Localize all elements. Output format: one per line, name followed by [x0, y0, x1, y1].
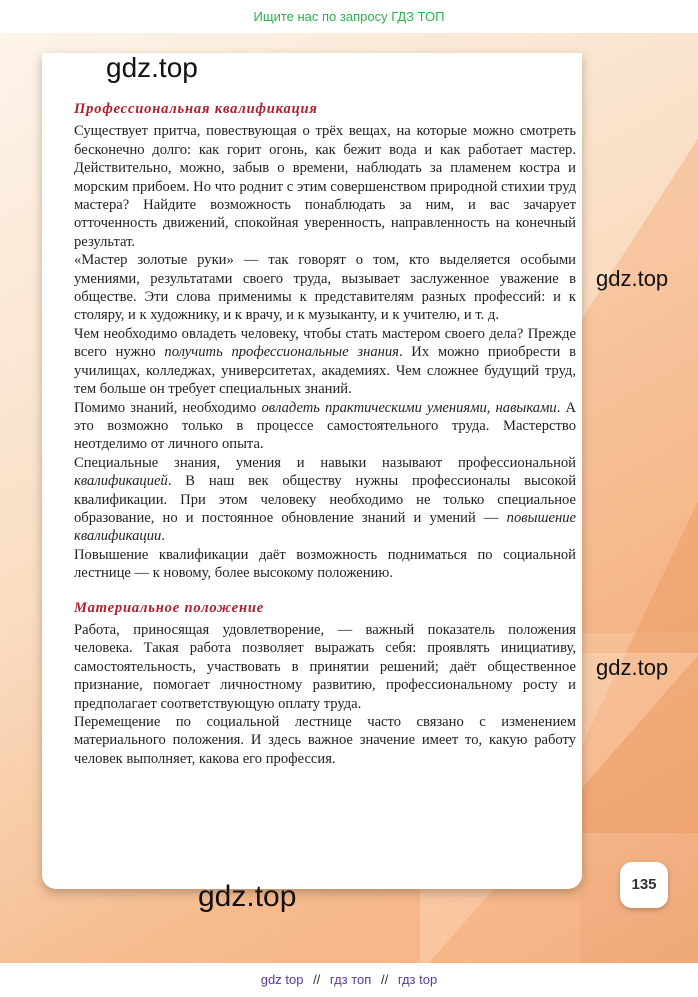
- section-heading: Профессиональная квалификация: [74, 101, 318, 117]
- section-heading: Материальное положение: [74, 599, 265, 616]
- separator: //: [380, 972, 389, 987]
- separator: //: [313, 972, 321, 987]
- key-term: квалификацией: [74, 473, 168, 490]
- bottom-link[interactable]: гдз топ: [329, 972, 372, 987]
- watermark: gdz.top: [596, 266, 669, 291]
- page-number: 135: [620, 862, 668, 908]
- bottom-banner: [0, 963, 698, 997]
- bottom-link[interactable]: гдз top: [397, 972, 438, 987]
- textbook-content: [74, 100, 576, 768]
- paragraph: «Мастер золотые руки» — так говорят о том, кто выделяется особыми умениями, результатами своего труда, вызывает заслуженное уважение в обществе. Эти слова применимы к представителям разных профессий: и к столяру, и к художнику, и к врачу, и к музыканту, и к учителю, и т. д.: [74, 252, 576, 324]
- key-term: овладеть практическими умениями, навыками: [261, 399, 557, 416]
- watermark: gdz.top: [198, 880, 297, 913]
- bottom-link[interactable]: gdz top: [260, 972, 304, 987]
- paragraph: Чем необходимо овладеть человеку, чтобы стать мастером своего дела? Прежде всего нужно получить профессиональные знания. Их можно приобрести в училищах, колледжах, университетах, академиях. Чем сложнее будущий труд, тем больше он требует специальных знаний.: [74, 325, 576, 398]
- key-term: получить профессиональные знания: [164, 344, 399, 361]
- paragraph: Специальные знания, умения и навыки называют профессиональной квалификацией. В наш век обществу нужны профессионалы высокой квалификации. При этом человеку необходимо не только специальное образование, но и постоянное обновление знаний и умений — повышение квалификации.: [74, 454, 576, 545]
- key-term: повышение квалификации: [74, 509, 576, 545]
- paragraph: Существует притча, повествующая о трёх вещах, на которые можно смотреть бесконечно долго: как горит огонь, как бежит вода и как работает мастер. Действительно, можно, забыв о времени, наблюдать за пламенем костра и морским прибоем. Но что роднит с этим совершенством природной стихии труд мастера? Найдите возможность понаблюдать за ним, и вас зачарует отточенность движений, спокойная уверенность, направленность на конечный результат.: [74, 123, 576, 250]
- watermark: gdz.top: [596, 655, 669, 680]
- paragraph: Перемещение по социальной лестнице часто связано с изменением материального положения. И здесь важное значение имеет то, какую работу человек выполняет, какова его профессия.: [74, 714, 576, 767]
- paragraph: Работа, приносящая удовлетворение, — важный показатель положения человека. Такая работа позволяет выражать себя: проявлять инициативу, самостоятельность, участвовать в принятии решений; даёт общественное признание, помогает личностному развитию, профессиональному росту и предполагает соответствующую оплату труда.: [74, 621, 576, 712]
- paragraph: Повышение квалификации даёт возможность подниматься по социальной лестнице — к новому, более высокому положению.: [74, 546, 576, 582]
- paragraph: Помимо знаний, необходимо овладеть практическими умениями, навыками. А это возможно только в процессе самостоятельного труда. Мастерство неотделимо от личного опыта.: [74, 399, 576, 453]
- watermark: gdz.top: [106, 52, 198, 83]
- top-banner: Ищите нас по запросу ГДЗ ТОП: [0, 0, 698, 33]
